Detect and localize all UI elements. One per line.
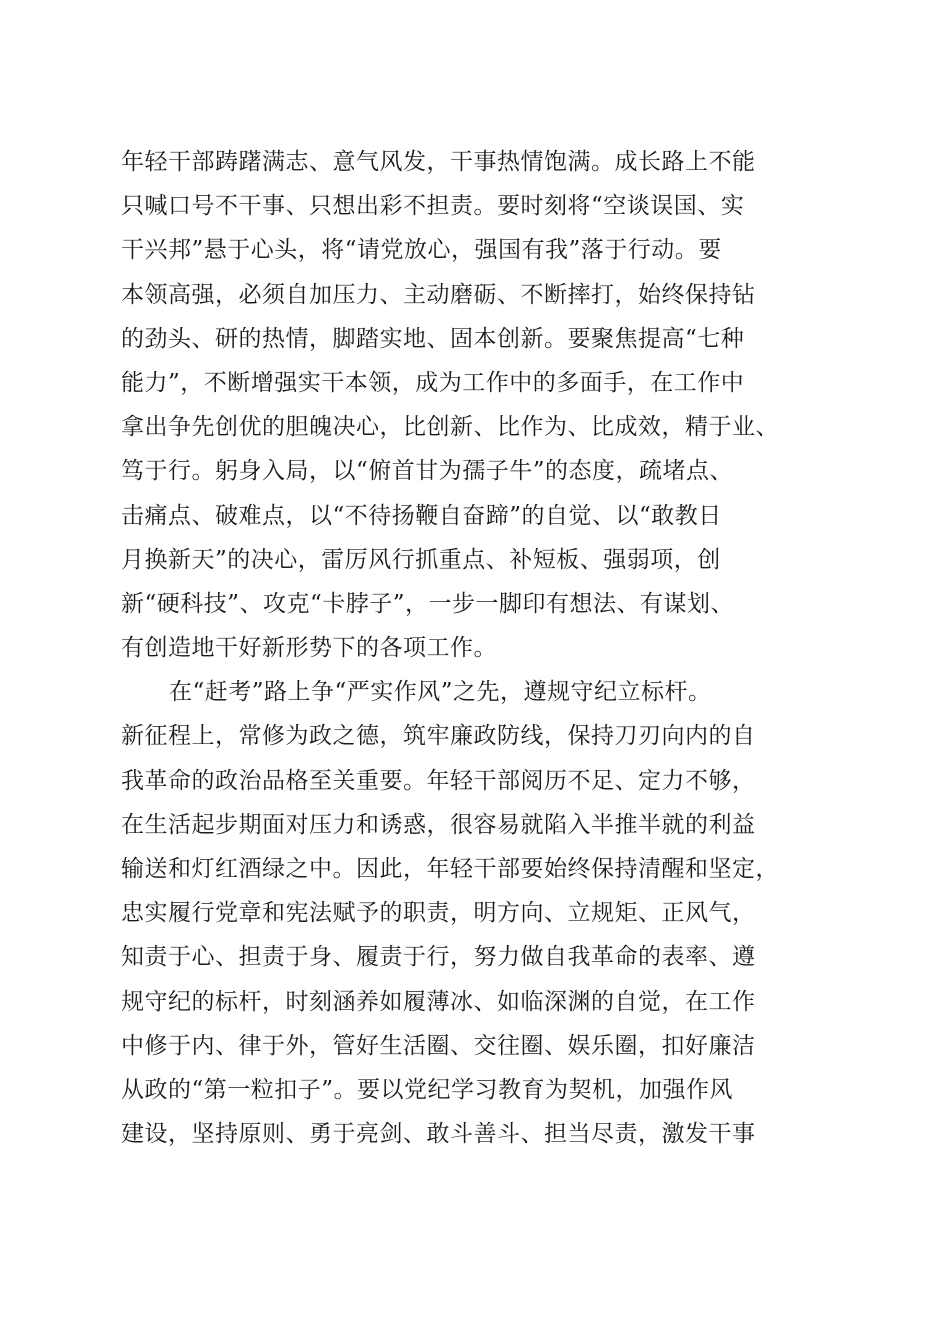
text-line: 忠实履行党章和宪法赋予的职责，明方向、立规矩、正风气， [121,900,756,927]
text-line: 在生活起步期面对压力和诱惑，很容易就陷入半推半就的利益 [121,811,756,838]
text-line: 击痛点、破难点，以“不待扬鞭自奋蹄”的自觉、以“敢教日 [121,502,722,529]
text-line: 只喊口号不干事、只想出彩不担责。要时刻将“空谈误国、实 [121,193,745,220]
paragraph-1 [121,140,851,670]
text-line: 新“硬科技”、攻克“卡脖子”，一步一脚印有想法、有谋划、 [121,590,735,617]
text-line: 在“赶考”路上争“严实作风”之先，遵规守纪立标杆。 [169,679,712,706]
text-line: 我革命的政治品格至关重要。年轻干部阅历不足、定力不够， [121,767,756,794]
text-line: 建设，坚持原则、勇于亮剑、敢斗善斗、担当尽责，激发干事 [121,1121,756,1148]
text-line: 干兴邦”悬于心头，将“请党放心，强国有我”落于行动。要 [121,237,722,264]
text-line: 拿出争先创优的胆魄决心，比创新、比作为、比成效，精于业、 [121,414,779,441]
text-line: 新征程上，常修为政之德，筑牢廉政防线，保持刀刃向内的自 [121,723,756,750]
text-line: 中修于内、律于外，管好生活圈、交往圈、娱乐圈，扣好廉洁 [121,1032,756,1059]
text-line: 能力”，不断增强实干本领，成为工作中的多面手，在工作中 [121,369,745,396]
text-line: 输送和灯红酒绿之中。因此，年轻干部要始终保持清醒和坚定， [121,856,779,882]
text-line: 有创造地干好新形势下的各项工作。 [121,635,497,662]
body-text [121,140,851,1156]
paragraph-2 [121,670,851,1156]
text-line: 月换新天”的决心，雷厉风行抓重点、补短板、强弱项，创 [121,546,721,573]
text-line: 年轻干部踌躇满志、意气风发，干事热情饱满。成长路上不能 [121,149,756,175]
text-line: 的劲头、研的热情，脚踏实地、固本创新。要聚焦提高“七种 [121,325,745,352]
text-line: 知责于心、担责于身、履责于行，努力做自我革命的表率、遵 [121,944,756,971]
text-line: 规守纪的标杆，时刻涵养如履薄冰、如临深渊的自觉，在工作 [121,988,756,1015]
text-line: 本领高强，必须自加压力、主动磨砺、不断摔打，始终保持钻 [121,281,756,308]
text-line: 从政的“第一粒扣子”。要以党纪学习教育为契机，加强作风 [121,1076,734,1103]
text-line: 笃于行。躬身入局，以“俯首甘为孺子牛”的态度，疏堵点、 [121,458,734,485]
